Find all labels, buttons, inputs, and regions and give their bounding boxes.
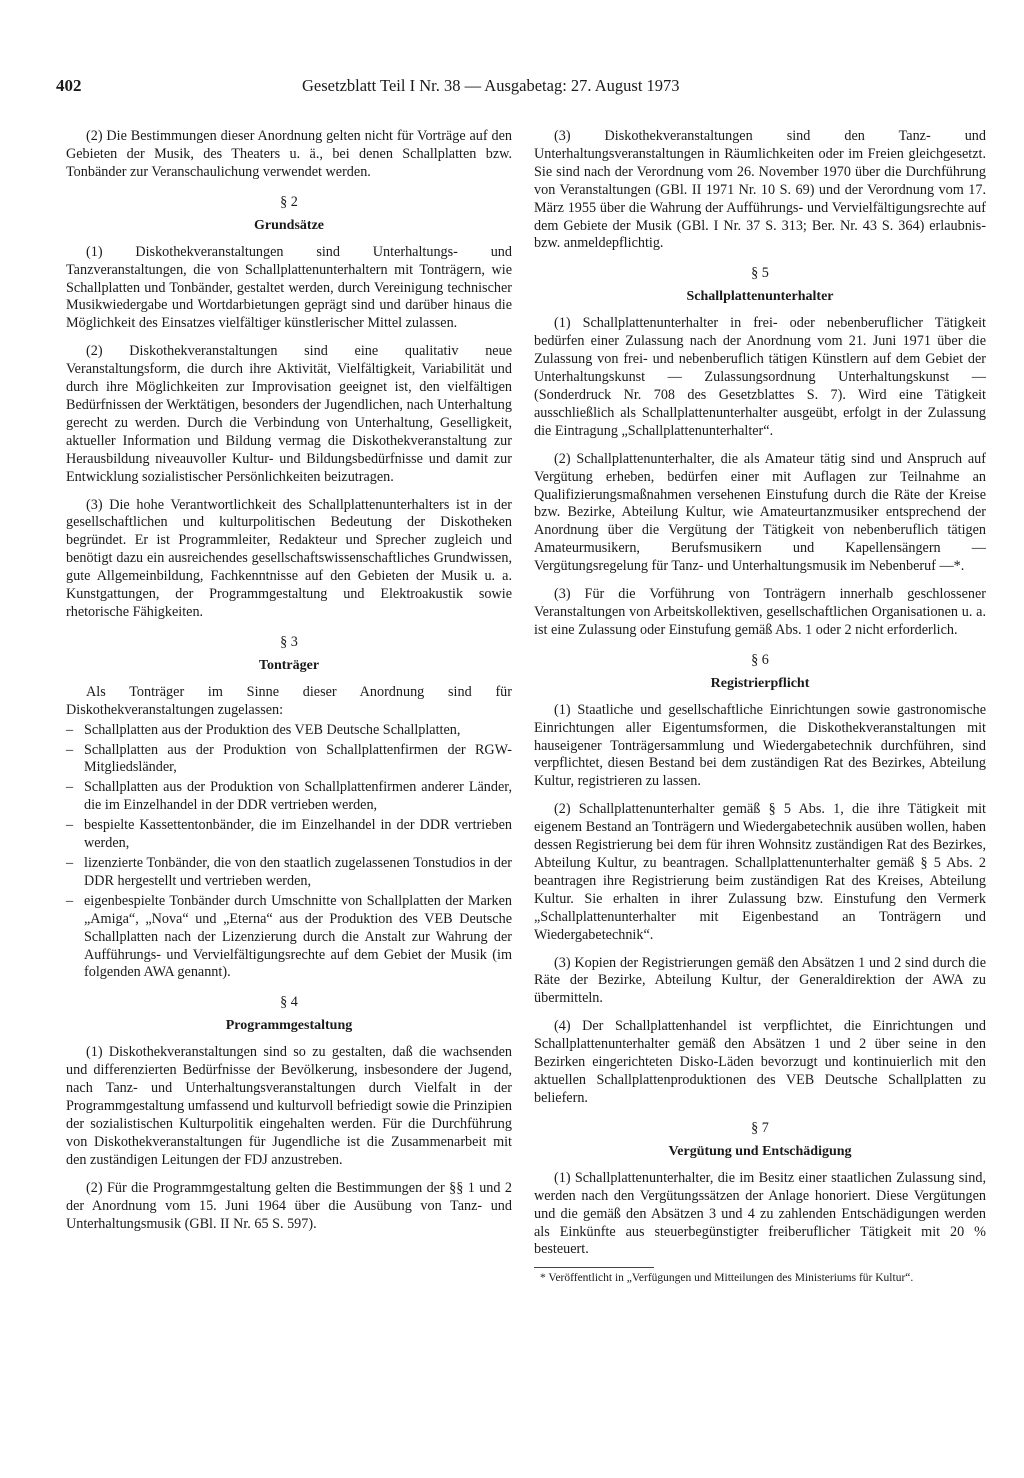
list-item: – Schallplatten aus der Produktion von Schallplattenfirmen anderer Länder, die im Einzelhandel in der DDR vertrieben werden, <box>66 779 512 815</box>
list-item: – bespielte Kassettentonbänder, die im Einzelhandel in der DDR vertrieben werden, <box>66 817 512 853</box>
section-number: § 7 <box>751 1119 769 1136</box>
section-title: Programmgestaltung <box>225 1018 353 1034</box>
paragraph: (1) Diskothekveranstaltungen sind so zu gestalten, daß die wachsenden und differenzierten Bedürfnisse der Bevölkerung, insbesondere der Jugend, nach Tanz- und Unterhaltungsveranstaltungen durch Vielfalt in der Programmgestaltung umfassend und kulturvoll befriedigt sowie die Prinzipien der sozialistischen Kulturpolitik eingehalten werden. Für die Durchführung von Diskothekveranstaltungen für Jugendliche ist die Zusammenarbeit mit den zuständigen Leitungen der FDJ anzustreben. <box>66 1044 512 1168</box>
section-number: § 4 <box>280 994 298 1011</box>
paragraph: (1) Staatliche und gesellschaftliche Einrichtungen sowie gastronomische Einrichtungen aller Eigentumsformen, die Diskothekveranstaltungen mit hauseigener Tonträgersammlung und Wiedergabetechnik durchführen, sind verpflichtet, diesen Bestand bei dem zuständigen Rat des Bezirkes, Abteilung Kultur, registrieren zu lassen. <box>534 701 986 790</box>
paragraph: (1) Schallplattenunterhalter, die im Besitz einer staatlichen Zulassung sind, werden nach den Vergütungssätzen der Anlage honoriert. Diese Vergütungen und die gemäß den Absätzen 3 und 4 zu zahlenden Entschädigungen werden als Einkünfte aus steuerbegünstigter freiberuflicher Tätigkeit mit 20 % besteuert. <box>534 1169 986 1258</box>
tontraeger-list <box>66 722 512 983</box>
header-title: Gesetzblatt Teil I Nr. 38 — Ausgabetag: 27. August 1973 <box>302 76 680 95</box>
left-column <box>66 128 512 1243</box>
paragraph: (3) Diskothekveranstaltungen sind den Tanz- und Unterhaltungsveranstaltungen in Räumlichkeiten oder im Freien gleichgesetzt. Sie sind nach der Verordnung vom 26. November 1970 über die Durchführung von Veranstaltungen (GBl. II 1971 Nr. 10 S. 69) und der Verordnung vom 17. März 1955 über die Wahrung der Aufführungs- und Vervielfältigungsrechte auf dem Gebiete der Musik (GBl. I Nr. 37 S. 313; Ber. Nr. 43 S. 364) erlaubnis- bzw. anmeldepflichtig. <box>534 128 986 252</box>
right-column <box>534 128 986 1285</box>
section-number: § 3 <box>280 633 298 650</box>
list-item: – Schallplatten aus der Produktion von Schallplattenfirmen der RGW-Mitgliedsländer, <box>66 742 512 778</box>
page-number: 402 <box>56 76 82 95</box>
section-number: § 6 <box>751 651 769 668</box>
list-item: – Schallplatten aus der Produktion des VEB Deutsche Schallplatten, <box>66 722 512 740</box>
paragraph: Als Tonträger im Sinne dieser Anordnung sind für Diskothekveranstaltungen zugelassen: <box>66 683 512 718</box>
section-title: Schallplattenunterhalter <box>686 289 834 305</box>
paragraph: (3) Die hohe Verantwortlichkeit des Schallplattenunterhalters ist in der gesellschaftlichen und kulturpolitischen Bedeutung der Diskotheken begründet. Er ist Programmleiter, Redakteur und Sprecher zugleich und benötigt dazu ein ausreichendes gesellschaftswissenschaftliches Grundwissen, gute Allgemeinbildung, Fachkenntnisse auf den Gebieten der Musik u. a. Kunstgattungen, der Programmgestaltung und Elektroakustik sowie rhetorische Fähigkeiten. <box>66 496 512 620</box>
list-item: – lizenzierte Tonbänder, die von den staatlich zugelassenen Tonstudios in der DDR hergestellt und vertrieben werden, <box>66 855 512 891</box>
paragraph: (2) Diskothekveranstaltungen sind eine qualitativ neue Veranstaltungsform, die durch ihre Aktivität, Vielfältigkeit, Variabilität und durch ihre Möglichkeiten zur Improvisation geeignet ist, den vielfältigen Bedürfnissen der Werktätigen, besonders der Jugendlichen, nach Unterhaltung gerecht zu werden. Durch die Verbindung von Unterhaltung, Geselligkeit, aktueller Information und Bildung vermag die Diskothekveranstaltung zur Herausbildung niveauvoller Kultur- und Bildungsbedürfnisse und damit zur Entwicklung sozialistischer Persönlichkeiten beizutragen. <box>66 343 512 485</box>
section-title: Vergütung und Entschädigung <box>668 1143 852 1159</box>
paragraph: (3) Für die Vorführung von Tonträgern innerhalb geschlossener Veranstaltungen von Arbeitskollektiven, gesellschaftlichen Organisationen u. a. ist eine Zulassung oder Einstufung gemäß Abs. 1 oder 2 nicht erforderlich. <box>534 586 986 638</box>
footnote: * Veröffentlicht in „Verfügungen und Mitteilungen des Ministeriums für Kultur“. <box>540 1272 914 1285</box>
footnote-divider <box>534 1267 654 1268</box>
list-item: – eigenbespielte Tonbänder durch Umschnitte von Schallplatten der Marken „Amiga“, „Nova“ und „Eterna“ aus der Produktion des VEB Deutsche Schallplatten nach der Lizenzierung durch die Anstalt zur Wahrung der Aufführungs- und Vervielfältigungsrechte auf dem Gebiet der Musik (im folgenden AWA genannt). <box>66 893 512 983</box>
section-title: Registrierpflicht <box>710 675 810 691</box>
paragraph: (2) Die Bestimmungen dieser Anordnung gelten nicht für Vorträge auf den Gebieten der Musik, des Theaters u. ä., bei denen Schallplatten bzw. Tonbänder zur Veranschaulichung verwendet werden. <box>66 128 512 180</box>
page-header <box>56 76 986 100</box>
paragraph: (1) Schallplattenunterhalter in frei- oder nebenberuflicher Tätigkeit bedürfen einer Zulassung nach der Anordnung vom 21. Juni 1971 über die Zulassung von frei- und nebenberuflich tätigen Künstlern auf dem Gebiet der Unterhaltungskunst — Zulassungsordnung Unterhaltungskunst — (Sonderdruck Nr. 708 des Gesetzblattes S. 7). Wird eine Tätigkeit ausschließlich als Schallplattenunterhalter ausgeübt, erfolgt in der Zulassung die Eintragung „Schallplattenunterhalter“. <box>534 315 986 439</box>
section-number: § 2 <box>280 193 298 210</box>
paragraph: (2) Für die Programmgestaltung gelten die Bestimmungen der §§ 1 und 2 der Anordnung vom 15. Juni 1964 über die Ausübung von Tanz- und Unterhaltungsmusik (GBl. II Nr. 65 S. 597). <box>66 1179 512 1232</box>
section-title: Tonträger <box>258 657 320 673</box>
section-title: Grundsätze <box>254 217 324 233</box>
paragraph: (3) Kopien der Registrierungen gemäß den Absätzen 1 und 2 sind durch die Räte der Bezirke, Abteilung Kultur, der Generaldirektion der AWA zu übermitteln. <box>534 954 986 1007</box>
paragraph: (1) Diskothekveranstaltungen sind Unterhaltungs- und Tanzveranstaltungen, die von Schallplattenunterhaltern mit Tonträgern, wie Schallplatten und Tonbänder, gestaltet werden, durch Vereinigung technischer Musikwiedergabe und Wortdarbietungen geprägt sind und darüber hinaus die Möglichkeit des Einsatzes vielfältiger künstlerischer Mittel zulassen. <box>66 243 512 332</box>
paragraph: (4) Der Schallplattenhandel ist verpflichtet, die Einrichtungen und Schallplattenunterhalter gemäß den Absätzen 1 und 2 über seine in den Bezirken eingerichteten Disko-Läden bevorzugt und kontinuierlich mit den aktuellen Schallplattenproduktionen des VEB Deutsche Schallplatten zu beliefern. <box>534 1018 986 1106</box>
section-number: § 5 <box>751 265 769 282</box>
paragraph: (2) Schallplattenunterhalter gemäß § 5 Abs. 1, die ihre Tätigkeit mit eigenem Bestand an Tonträgern und Wiedergabetechnik ausüben wollen, haben dessen Registrierung bei dem für ihren Wohnsitz zuständigen Rat des Bezirkes, Abteilung Kultur, zu beantragen. Schallplattenunterhalter gemäß § 5 Abs. 2 beantragen ihre Registrierung beim zuständigen Rat des Kreises, Abteilung Kultur. Sie erhalten in ihrer Zulassung bzw. Einstufung den Vermerk „Schallplattenunterhalter mit Eigenbestand an Tonträgern und Wiedergabetechnik“. <box>534 801 986 943</box>
paragraph: (2) Schallplattenunterhalter, die als Amateur tätig sind und Anspruch auf Vergütung erheben, bedürfen einer mit Auflagen zur Teilnahme an Qualifizierungsmaßnahmen versehenen Einstufung durch die Räte der Kreise bzw. Bezirke, Abteilung Kultur, wie Amateurtanzmusiker entsprechend der Anordnung über die Vergütung der Tätigkeit von nebenberuflich tätigen Amateurmusikern, Berufsmusikern und Kapellensängern — Vergütungsregelung für Tanz- und Unterhaltungsmusik im Nebenberuf —*. <box>534 450 986 575</box>
